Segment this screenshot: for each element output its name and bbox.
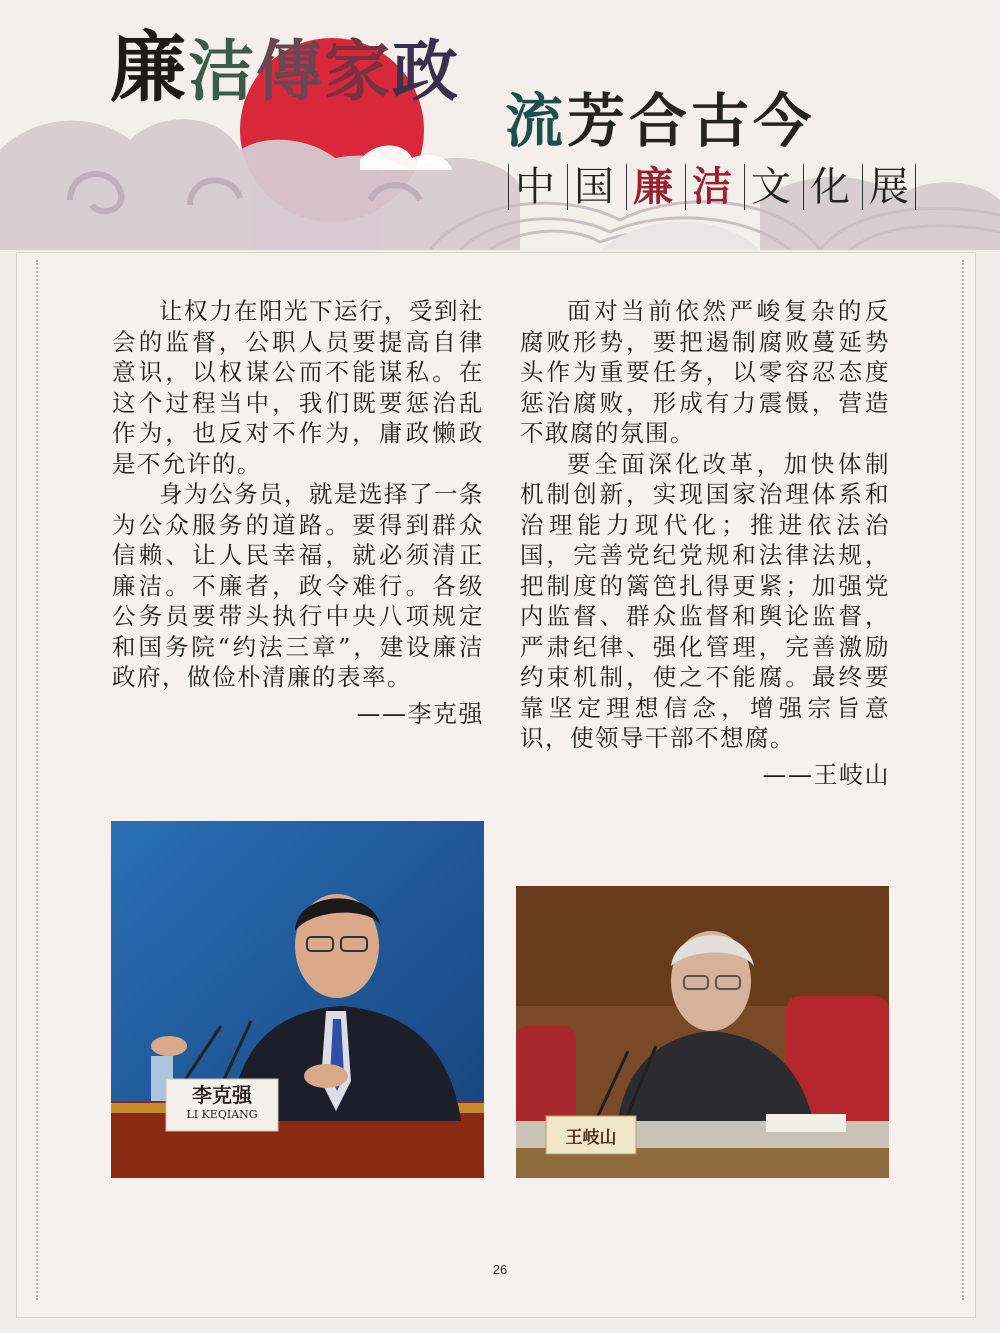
nameplate: 王岐山 <box>565 1128 617 1148</box>
subtitle-char: 展 <box>862 164 916 210</box>
quote-signature: ——王岐山 <box>762 760 890 789</box>
header-banner <box>0 0 1000 250</box>
title-char: 合 <box>629 87 692 155</box>
quote-paragraph: 让权力在阳光下运行，受到社会的监督，公职人员要提高自律意识，以权谋公而不能谋私。在这个过程当中，我们既要惩治乱作为，也反对不作为，庸政懒政是不允许的。 <box>112 297 484 478</box>
title-char: 流 <box>505 87 568 155</box>
title-char: 洁 <box>188 32 256 110</box>
quote-signature: ——李克强 <box>356 699 484 728</box>
subtitle-char: 洁 <box>685 164 738 210</box>
dotted-border-right <box>962 260 966 1300</box>
quote-paragraph: 面对当前依然严峻复杂的反腐败形势，要把遏制腐败蔓延势头作为重要任务，以零容忍态度惩治腐败，形成有力震慑，营造不敢腐的氛围。 <box>520 297 890 447</box>
quote-paragraph: 要全面深化改革，加快体制机制创新，实现国家治理体系和治理能力现代化；推进依法治国，完善党纪党规和法律法规，把制度的篱笆扎得更紧；加强党内监督、群众监督和舆论监督，严肃纪律、强化管理，完善激励约束机制，使之不能腐。最终要靠坚定理想信念，增强宗旨意识，使领导干部不想腐。 <box>520 449 890 752</box>
title-char: 傳 <box>256 32 324 110</box>
title-char: 古 <box>691 87 754 155</box>
photo-wang-qishan <box>516 886 889 1178</box>
subtitle-char: 国 <box>567 164 620 210</box>
title-char: 芳 <box>567 87 630 155</box>
exhibition-subtitle <box>508 164 916 210</box>
photo-li-keqiang <box>111 821 484 1178</box>
subtitle-char: 文 <box>744 164 797 210</box>
quote-paragraph: 身为公务员，就是选择了一条为公众服务的道路。要得到群众信赖、让人民幸福，就必须清正廉洁。不廉者，政令难行。各级公务员要带头执行中央八项规定和国务院“约法三章”，建设廉洁政府，做俭朴清廉的表率。 <box>112 480 484 691</box>
page-number: 26 <box>492 1262 508 1277</box>
main-title-line1 <box>110 23 460 112</box>
nameplate <box>166 1083 278 1123</box>
quote-li-keqiang <box>112 296 484 729</box>
nameplate-english: LI KEQIANG <box>186 1108 258 1121</box>
title-char: 今 <box>753 87 816 155</box>
main-title-line2 <box>505 87 816 155</box>
subtitle-char: 廉 <box>626 164 679 210</box>
quote-wang-qishan <box>520 296 890 790</box>
title-char: 家 <box>324 32 392 110</box>
nameplate-chinese: 李克强 <box>192 1083 252 1107</box>
subtitle-char: 中 <box>508 164 561 210</box>
dotted-border-left <box>36 260 40 1300</box>
subtitle-char: 化 <box>803 164 856 210</box>
title-char: 廉 <box>110 23 188 112</box>
title-char: 政 <box>392 32 460 110</box>
